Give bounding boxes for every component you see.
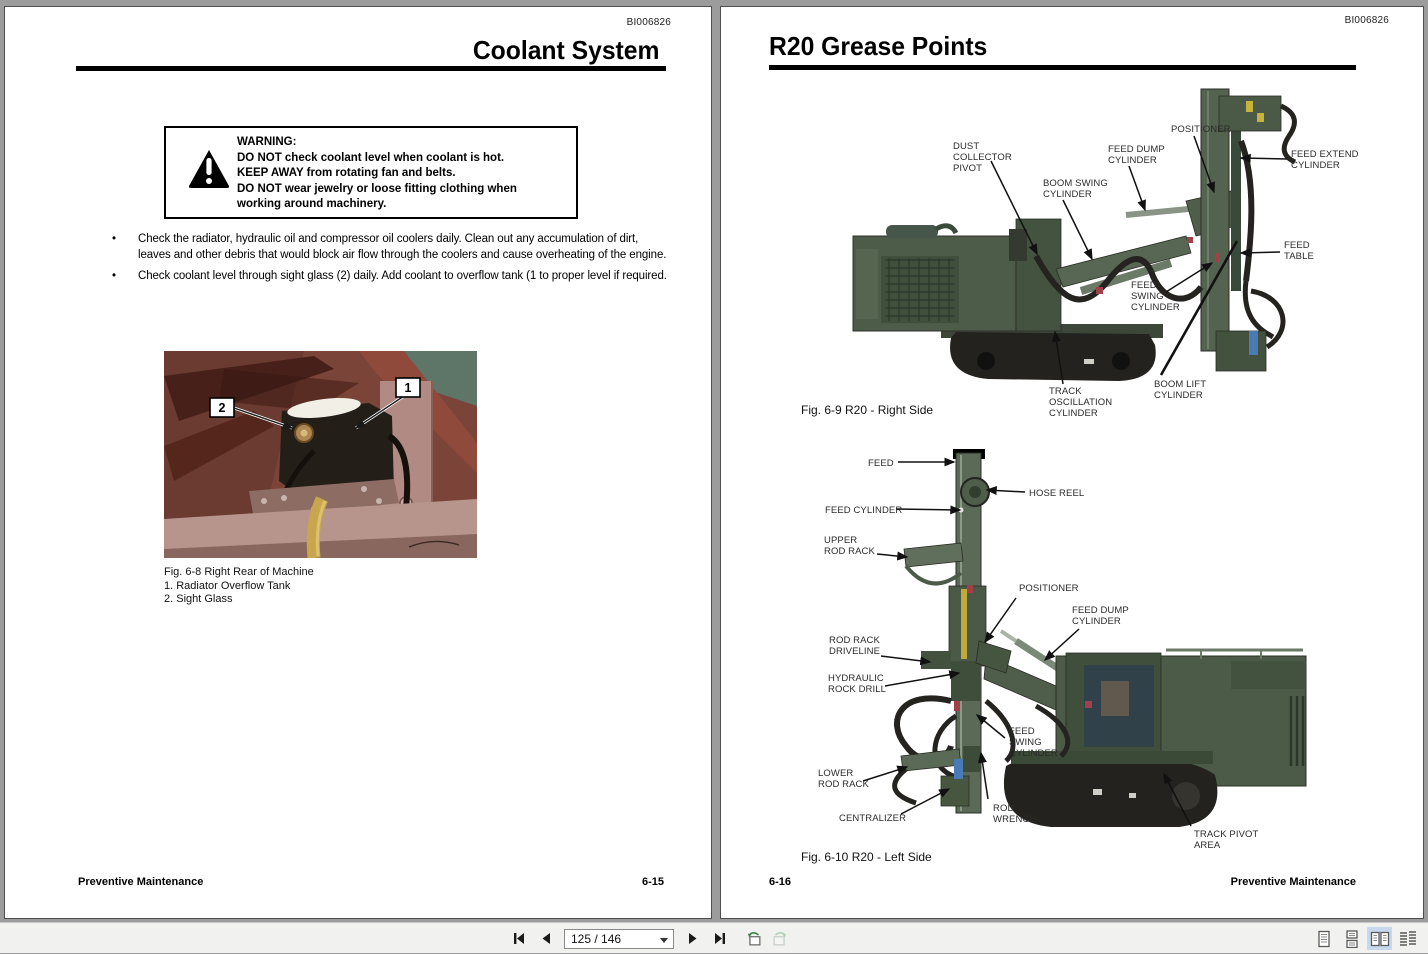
previous-page-button[interactable] <box>537 930 555 948</box>
svg-text:1: 1 <box>405 381 412 395</box>
callout-1 <box>396 378 420 397</box>
bullet-dot: • <box>102 269 138 285</box>
figure-legend-item: 2. Sight Glass <box>164 593 314 607</box>
chevron-down-icon[interactable] <box>660 938 668 943</box>
label-leader-line <box>981 753 988 799</box>
label-leader-line <box>1241 158 1287 159</box>
svg-text:2: 2 <box>219 401 226 415</box>
figure-label: FEED CYLINDER <box>825 505 902 516</box>
label-leader-line <box>885 673 959 686</box>
page-title: Coolant System <box>472 35 659 66</box>
figure-label: POSITIONER <box>1019 583 1079 594</box>
viewer-toolbar <box>0 922 1428 953</box>
next-page-button[interactable] <box>683 930 701 948</box>
figure-caption: Fig. 6-8 Right Rear of Machine <box>164 566 314 580</box>
page-title: R20 Grease Points <box>769 31 987 62</box>
figure-legend-item: 1. Radiator Overflow Tank <box>164 580 314 594</box>
bullet-list <box>102 232 672 291</box>
label-leader-line <box>1129 166 1145 210</box>
figure-photo-right-rear <box>164 351 477 558</box>
warning-triangle-icon <box>188 149 230 189</box>
figure-label: UPPER ROD RACK <box>824 535 876 557</box>
label-leader-line <box>987 490 1025 492</box>
footer-page-number: 6-16 <box>769 876 791 888</box>
label-leader-line <box>985 598 1016 642</box>
continuous-view-button[interactable] <box>1339 927 1364 950</box>
figure-caption: Fig. 6-9 R20 - Right Side <box>801 404 933 418</box>
two-page-view-button[interactable] <box>1367 927 1392 950</box>
figure-label: DUST COLLECTOR PIVOT <box>953 141 1012 174</box>
doc-code: BI006826 <box>627 17 671 28</box>
next-view-button[interactable] <box>771 930 789 948</box>
view-history-group <box>745 930 789 948</box>
document-page-left <box>4 6 712 919</box>
figure-r20-left-side <box>796 446 1331 871</box>
figure-label: POSITIONER <box>1171 124 1231 135</box>
bullet-dot: • <box>102 232 138 263</box>
doc-code: BI006826 <box>1345 15 1389 26</box>
label-leader-line <box>896 509 960 510</box>
footer-section: Preventive Maintenance <box>1231 876 1356 888</box>
figure-label: FEED SWING CYLINDER <box>1009 726 1058 759</box>
figure-label: TRACK PIVOT AREA <box>1194 829 1259 851</box>
warning-heading: WARNING: <box>237 135 567 151</box>
title-rule <box>76 66 666 71</box>
figure-label: HOSE REEL <box>1029 488 1084 499</box>
previous-view-button[interactable] <box>745 930 763 948</box>
callout-2 <box>210 398 234 417</box>
list-item: • Check coolant level through sight glass (2) daily. Add coolant to overflow tank (1 to proper level if required. <box>102 269 672 285</box>
machine-art <box>895 449 1306 827</box>
list-item: • Check the radiator, hydraulic oil and compressor oil coolers daily. Clean out any accumulation of dirt, leaves and other debris that would block air flow through the coolers and cause overheating of the engine. <box>102 232 672 263</box>
label-leader-line <box>1063 200 1092 259</box>
title-rule <box>769 65 1356 70</box>
figure-label: ROD RACK DRIVELINE <box>829 635 881 657</box>
page-navigation-group <box>510 923 789 954</box>
page-number-combobox[interactable] <box>564 929 674 949</box>
figure-label: FEED TABLE <box>1284 240 1314 262</box>
figure-label: ROD WRENCH <box>993 803 1036 825</box>
figure-label: HYDRAULIC ROCK DRILL <box>828 673 886 695</box>
page-layout-group <box>1311 923 1420 954</box>
figure-label: FEED <box>868 458 894 469</box>
footer-page-number: 6-15 <box>642 876 664 888</box>
figure-label: BOOM SWING CYLINDER <box>1043 178 1108 200</box>
figure-r20-right-side <box>831 73 1391 421</box>
label-leader-line <box>877 554 907 557</box>
figure-caption: Fig. 6-10 R20 - Left Side <box>801 851 932 865</box>
figure-label: FEED SWING CYLINDER <box>1131 280 1180 313</box>
figure-label: LOWER ROD RACK <box>818 768 870 790</box>
warning-box <box>164 126 578 219</box>
figure-label: FEED EXTEND CYLINDER <box>1291 149 1359 171</box>
two-page-continuous-view-button[interactable] <box>1395 927 1420 950</box>
page-number-input[interactable] <box>565 931 657 947</box>
first-page-button[interactable] <box>510 930 528 948</box>
figure-label: TRACK OSCILLATION CYLINDER <box>1049 386 1112 419</box>
document-page-right <box>720 6 1424 919</box>
single-page-view-button[interactable] <box>1311 927 1336 950</box>
last-page-button[interactable] <box>710 930 728 948</box>
figure-label: CENTRALIZER <box>839 813 906 824</box>
figure-label: FEED DUMP CYLINDER <box>1072 605 1129 627</box>
figure-caption-block <box>164 566 314 607</box>
figure-label: BOOM LIFT CYLINDER <box>1154 379 1206 401</box>
figure-label: FEED DUMP CYLINDER <box>1108 144 1165 166</box>
label-leader-line <box>1241 252 1280 253</box>
warning-text: WARNING: DO NOT check coolant level when coolant is hot. KEEP AWAY from rotating fan and belts. DO NOT wear jewelry or loose fitting clothing when working around machinery. <box>237 135 567 213</box>
footer-section: Preventive Maintenance <box>78 876 203 888</box>
